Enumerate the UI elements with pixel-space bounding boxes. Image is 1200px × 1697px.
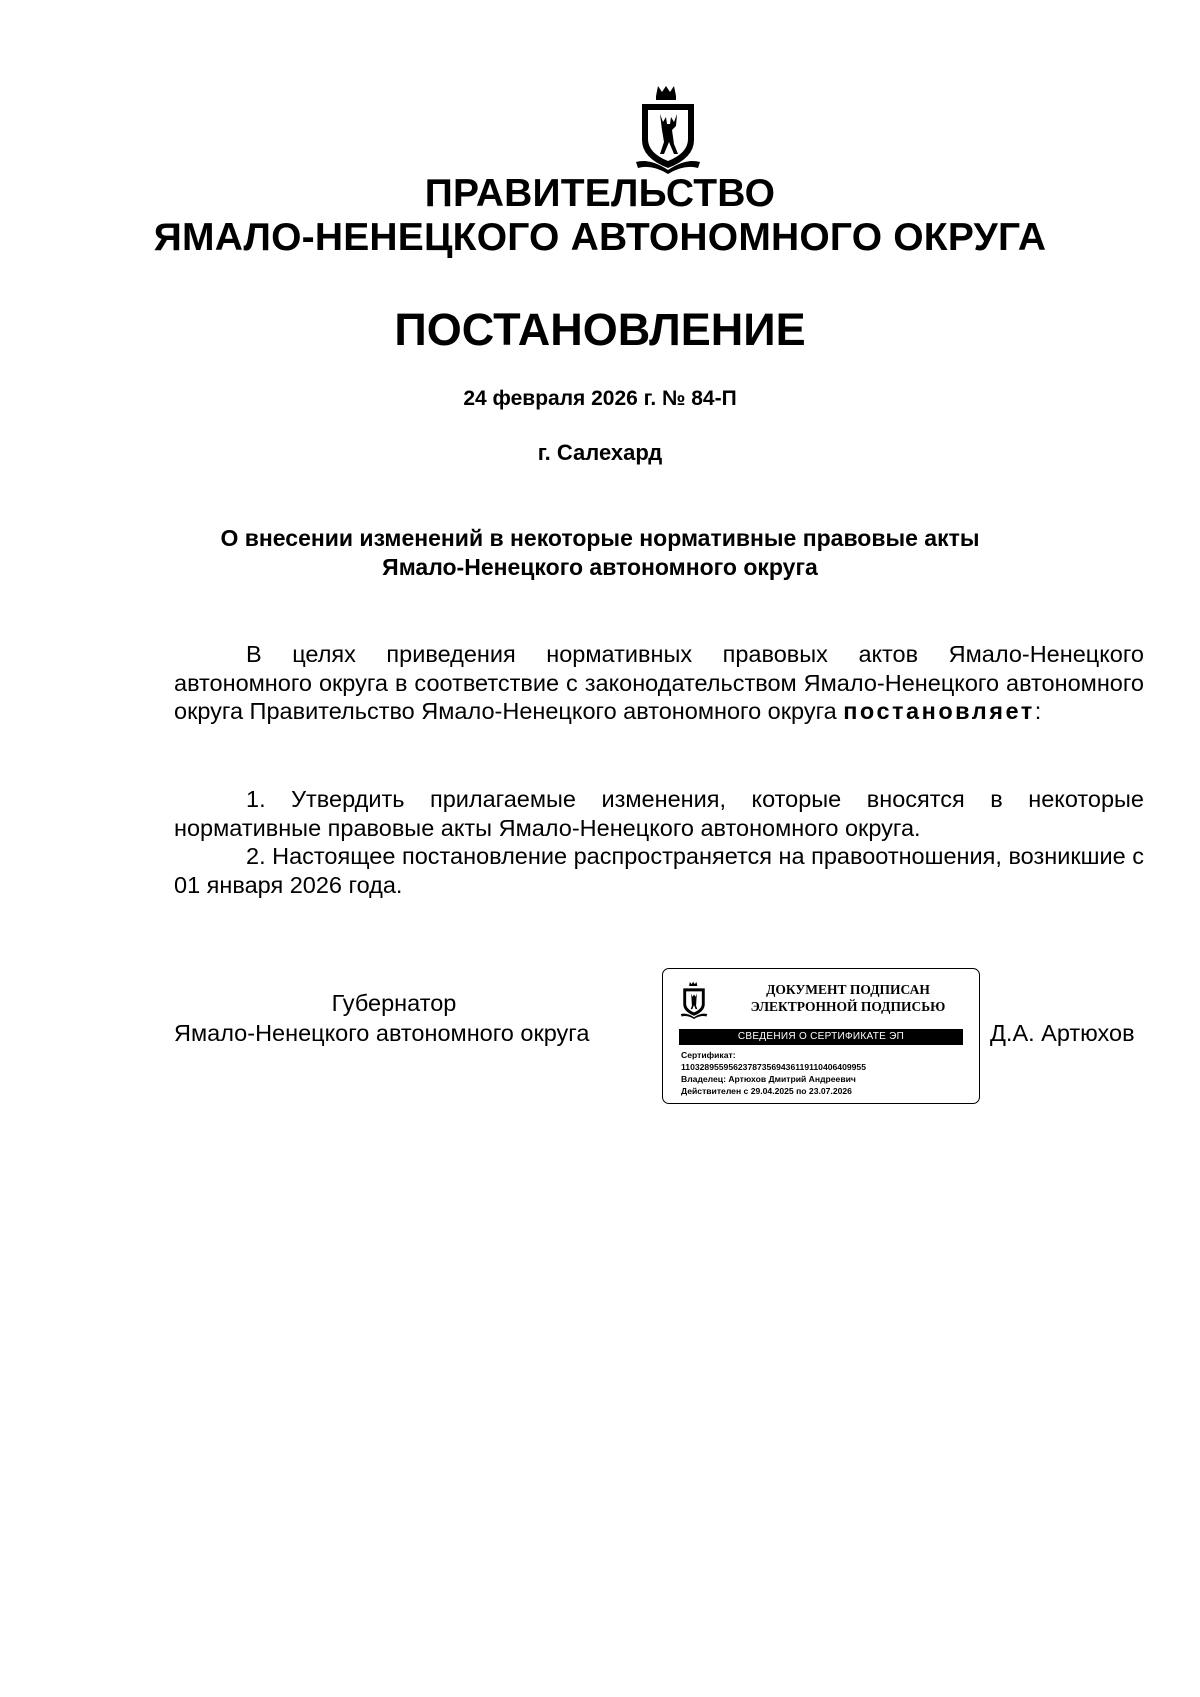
stamp-valid: Действителен с 29.04.2025 по 23.07.2026	[681, 1086, 852, 1096]
document-date-number: 24 февраля 2026 г. № 84-П	[463, 387, 737, 410]
stamp-title-line1: ДОКУМЕНТ ПОДПИСАН	[766, 982, 930, 997]
preamble-paragraph	[174, 640, 1144, 726]
preamble-emphasis: постановляет	[843, 698, 1035, 724]
document-type: ПОСТАНОВЛЕНИЕ	[394, 304, 806, 355]
decree-items	[174, 785, 1144, 899]
preamble-tail: :	[1034, 698, 1042, 724]
government-title-line1: ПРАВИТЕЛЬСТВО	[424, 172, 776, 215]
stamp-cert-label: Сертификат:	[681, 1050, 736, 1060]
stamp-title-line2: ЭЛЕКТРОННОЙ ПОДПИСЬЮ	[750, 999, 946, 1014]
document-city: г. Салехард	[537, 440, 663, 465]
government-title	[0, 172, 1200, 260]
decree-item-2: 2. Настоящее постановление распространяется на правоотношения, возникшие с 01 января 2026 года.	[174, 843, 1144, 898]
stamp-cert-number: 110328955956237873569436119110406409955	[681, 1062, 866, 1072]
signatory-position-line2: Ямало-Ненецкого автономного округа	[174, 1020, 590, 1046]
subject-line2: Ямало-Ненецкого автономного округа	[382, 554, 818, 580]
coat-of-arms-icon	[679, 981, 709, 1019]
stamp-owner: Владелец: Артюхов Дмитрий Андреевич	[681, 1074, 856, 1084]
subject-line1: О внесении изменений в некоторые нормативные правовые акты	[220, 525, 980, 551]
signatory-position-line1: Губернатор	[331, 990, 457, 1016]
coat-of-arms-icon	[632, 84, 704, 176]
signatory-position	[174, 988, 644, 1048]
stamp-certificate-bar: СВЕДЕНИЯ О СЕРТИФИКАТЕ ЭП	[679, 1029, 963, 1045]
preamble-text: В целях приведения нормативных правовых актов Ямало-Ненецкого автономного округа в соответствие с законодательством Ямало-Ненецкого автономного округа Правительство Ямало-Ненецкого автономного округа	[174, 641, 1144, 724]
electronic-signature-stamp	[662, 968, 980, 1104]
government-title-line2: ЯМАЛО-НЕНЕЦКОГО АВТОНОМНОГО ОКРУГА	[153, 216, 1047, 259]
signatory-name: Д.А. Артюхов	[990, 1020, 1135, 1046]
stamp-title	[723, 981, 973, 1015]
document-subject	[0, 524, 1200, 582]
decree-item-1: 1. Утвердить прилагаемые изменения, которые вносятся в некоторые нормативные правовые акты Ямало-Ненецкого автономного округа.	[174, 786, 1144, 841]
stamp-certificate-info	[681, 1049, 971, 1097]
